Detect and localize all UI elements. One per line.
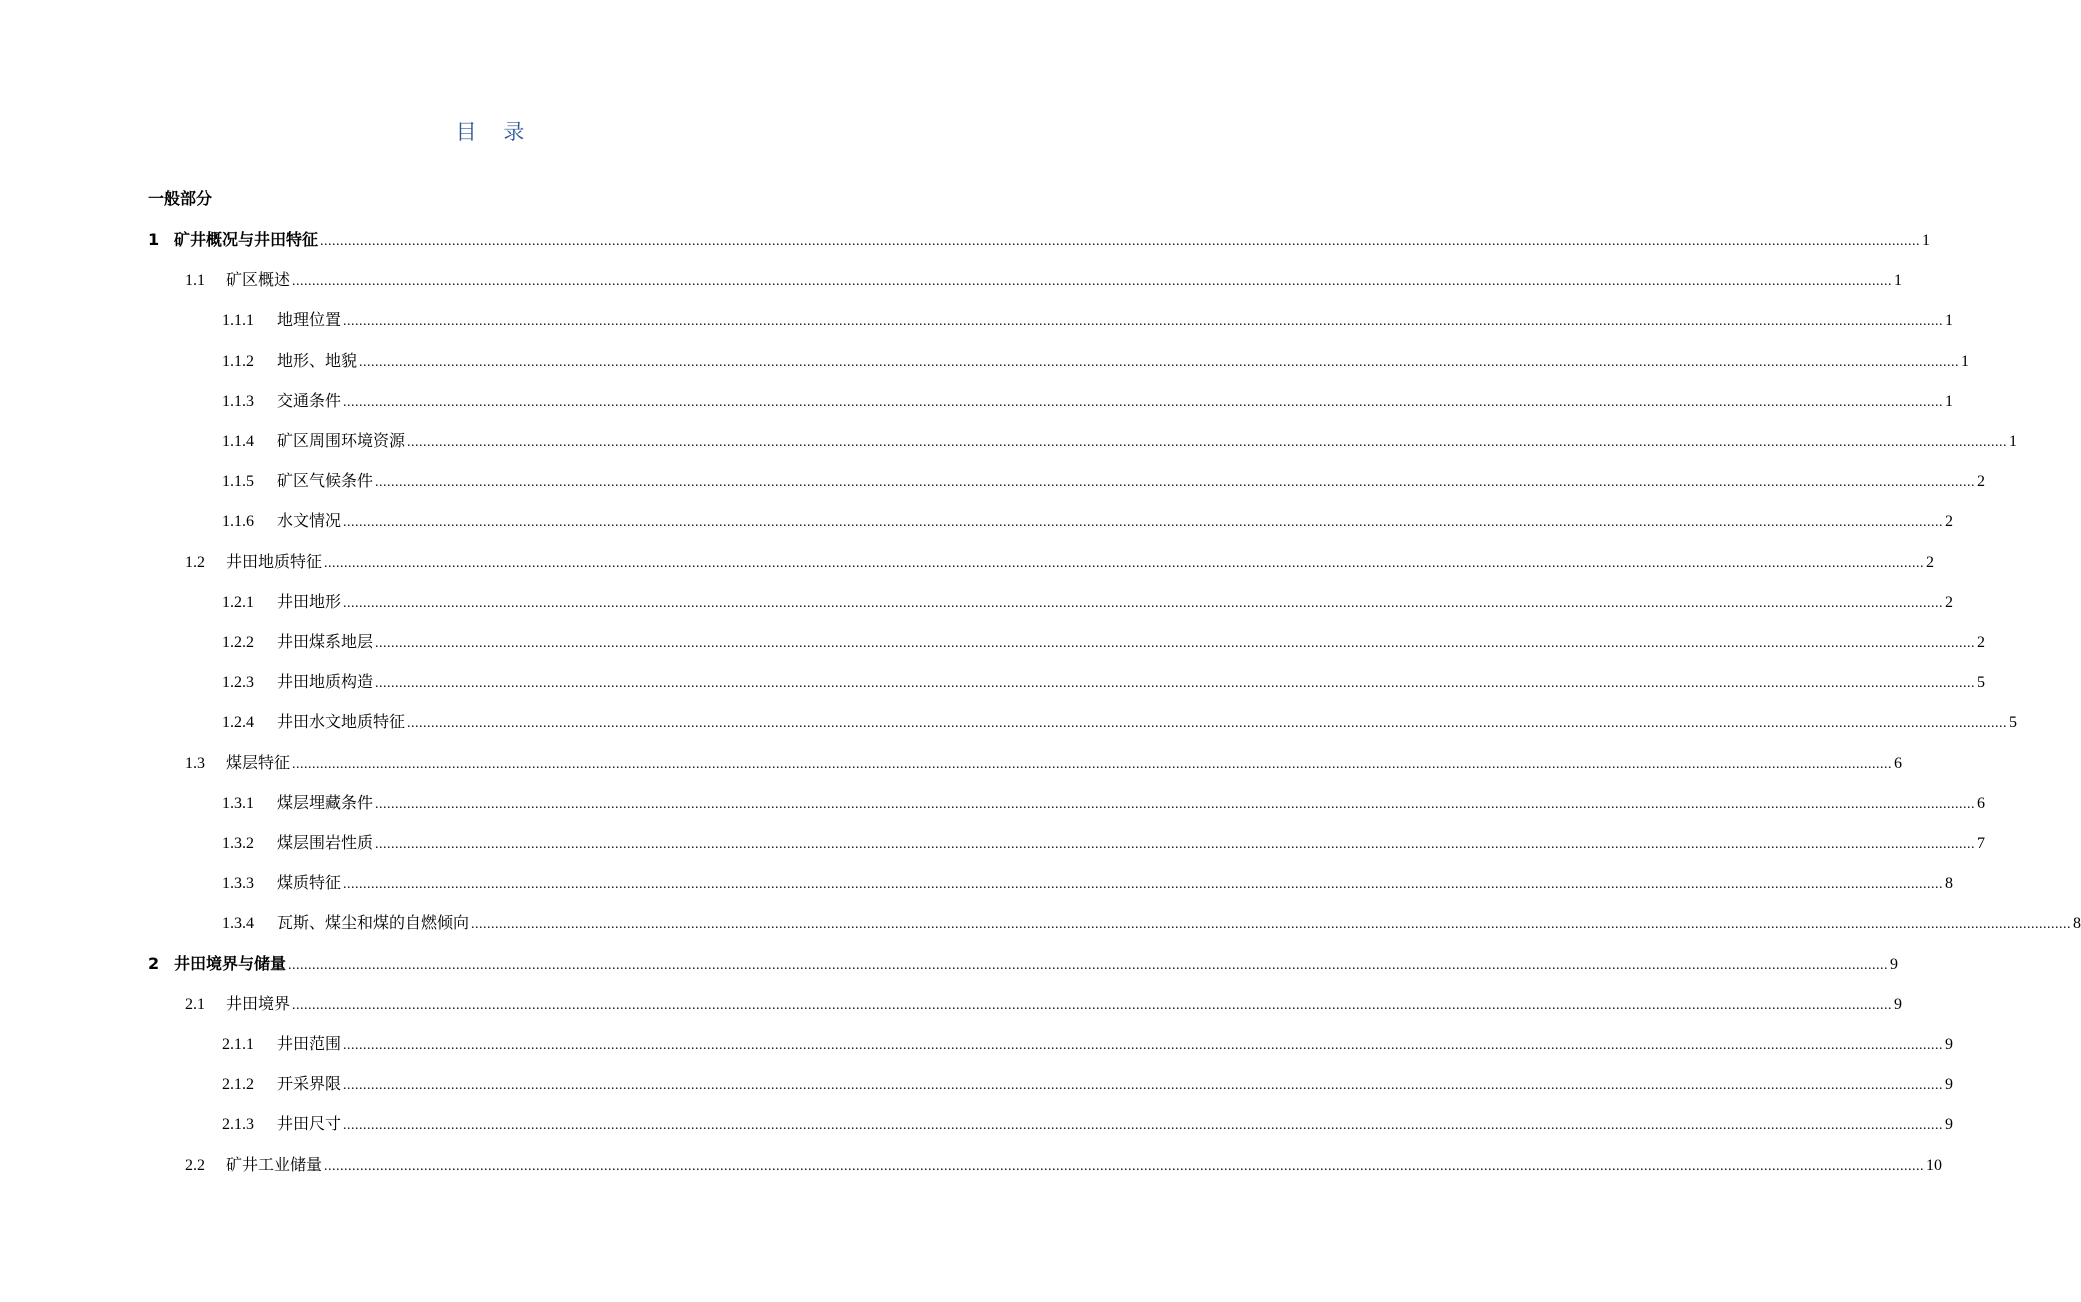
toc-entry-page-number: 1: [1961, 352, 1970, 370]
toc-entry-title: 井田地质构造: [277, 672, 374, 692]
toc-entry-page-number: 6: [1977, 794, 1986, 812]
toc-entry-number: 2.1.3: [222, 1116, 254, 1134]
toc-entry-page-number: 9: [1945, 1076, 1954, 1094]
toc-dot-leader: ................................................................................................................................................................................................................................................................................................................................................................................................................: [292, 756, 1893, 772]
toc-dot-leader: ................................................................................................................................................................................................................................................................................................................................................................................................................: [292, 997, 1893, 1013]
toc-dot-leader: ................................................................................................................................................................................................................................................................................................................................................................................................................: [375, 837, 1976, 852]
toc-dot-leader: ................................................................................................................................................................................................................................................................................................................................................................................................................: [407, 435, 2008, 450]
toc-entry[interactable]: [222, 308, 1954, 332]
toc-entry-title: 矿井工业储量: [226, 1154, 323, 1174]
toc-entry[interactable]: [222, 670, 1986, 694]
toc-entry[interactable]: [222, 871, 1954, 895]
toc-entry-page-number: 2: [1945, 513, 1954, 531]
toc-entry-page-number: 1: [1945, 312, 1954, 330]
toc-entry-page-number: 6: [1894, 754, 1903, 772]
toc-entry-title: 煤层特征: [226, 752, 291, 772]
toc-entry-title: 矿区周围环境资源: [277, 431, 406, 450]
page-title: 目 录: [455, 120, 525, 144]
toc-entry-title: 井田地质特征: [226, 551, 323, 571]
toc-dot-leader: ................................................................................................................................................................................................................................................................................................................................................................................................................: [343, 394, 1944, 410]
toc-entry-title: 煤层埋藏条件: [277, 792, 374, 812]
toc-entry[interactable]: [222, 911, 2081, 935]
toc-entry-title: 地理位置: [277, 310, 342, 330]
toc-entry-title: 矿井概况与井田特征: [174, 230, 319, 249]
toc-entry-page-number: 9: [1945, 1036, 1954, 1053]
toc-entry-page-number: 2: [1977, 634, 1986, 651]
toc-dot-leader: ................................................................................................................................................................................................................................................................................................................................................................................................................: [359, 354, 1960, 370]
toc-dot-leader: ................................................................................................................................................................................................................................................................................................................................................................................................................: [375, 676, 1976, 692]
toc-entry-title: 井田地形: [277, 591, 342, 611]
toc-entry-page-number: 9: [1890, 955, 1899, 973]
toc-entry[interactable]: [222, 389, 1954, 413]
toc-entry-number: 1.1.3: [222, 392, 254, 410]
toc-entry-page-number: 7: [1977, 835, 1986, 852]
toc-entry-page-number: 8: [1945, 875, 1954, 893]
toc-dot-leader: ................................................................................................................................................................................................................................................................................................................................................................................................................: [292, 274, 1893, 290]
toc-entry-title: 井田煤系地层: [277, 632, 374, 651]
toc-entry-title: 矿区气候条件: [277, 471, 374, 491]
toc-entry-page-number: 8: [2073, 915, 2081, 933]
toc-dot-leader: ................................................................................................................................................................................................................................................................................................................................................................................................................: [324, 1158, 1925, 1174]
section-heading: 一般部分: [148, 189, 213, 208]
toc-dot-leader: ................................................................................................................................................................................................................................................................................................................................................................................................................: [343, 1118, 1944, 1134]
toc-entry[interactable]: [185, 1153, 1943, 1177]
toc-entry-title: 井田范围: [277, 1034, 342, 1053]
toc-entry[interactable]: [185, 992, 1903, 1016]
toc-dot-leader: ................................................................................................................................................................................................................................................................................................................................................................................................................: [343, 1038, 1944, 1053]
toc-entry-title: 开采界限: [277, 1074, 342, 1094]
toc-entry[interactable]: [185, 268, 1903, 292]
toc-entry-number: 2: [148, 953, 160, 973]
toc-entry-page-number: 9: [1894, 995, 1903, 1013]
toc-entry-number: 1.1.1: [222, 312, 254, 330]
toc-entry-number: 1.2.3: [222, 674, 254, 692]
toc-entry-number: 1.1: [185, 272, 205, 290]
toc-entry[interactable]: [185, 751, 1903, 775]
toc-entry[interactable]: [185, 550, 1935, 574]
toc-dot-leader: ................................................................................................................................................................................................................................................................................................................................................................................................................: [324, 555, 1925, 571]
toc-entry-page-number: 1: [1894, 272, 1903, 290]
toc-entry-title: 井田尺寸: [277, 1114, 342, 1134]
toc-entry-page-number: 1: [1945, 392, 1954, 410]
toc-dot-leader: ................................................................................................................................................................................................................................................................................................................................................................................................................: [375, 796, 1976, 812]
toc-entry-number: 1.3.1: [222, 794, 254, 812]
toc-entry-title: 井田水文地质特征: [277, 712, 406, 732]
toc-entry-number: 1.1.2: [222, 352, 254, 370]
toc-entry-page-number: 5: [1977, 674, 1986, 692]
toc-dot-leader: ................................................................................................................................................................................................................................................................................................................................................................................................................: [288, 957, 1889, 973]
toc-entry[interactable]: [222, 1112, 1954, 1136]
toc-entry-title: 煤层围岩性质: [277, 833, 374, 852]
toc-dot-leader: ................................................................................................................................................................................................................................................................................................................................................................................................................: [375, 475, 1976, 491]
toc-entry-number: 1.2.1: [222, 593, 254, 611]
toc-entry[interactable]: [222, 509, 1954, 533]
toc-dot-leader: ................................................................................................................................................................................................................................................................................................................................................................................................................: [407, 716, 2008, 732]
toc-entry[interactable]: [222, 469, 1986, 493]
toc-entry-title: 煤质特征: [277, 873, 342, 893]
toc-entry-number: 1.2.2: [222, 634, 254, 651]
toc-entry-page-number: 2: [1945, 593, 1954, 611]
toc-entry-page-number: 2: [1926, 553, 1935, 571]
toc-dot-leader: ................................................................................................................................................................................................................................................................................................................................................................................................................: [471, 917, 2072, 933]
toc-dot-leader: ................................................................................................................................................................................................................................................................................................................................................................................................................: [320, 234, 1921, 249]
toc-entry[interactable]: [148, 228, 1931, 252]
toc-entry-page-number: 9: [1945, 1116, 1954, 1134]
toc-entry[interactable]: [222, 1072, 1954, 1096]
toc-entry-number: 1.1.5: [222, 473, 254, 491]
toc-entry-number: 1: [148, 230, 160, 249]
toc-entry-number: 1.2.4: [222, 714, 254, 732]
toc-dot-leader: ................................................................................................................................................................................................................................................................................................................................................................................................................: [343, 877, 1944, 893]
toc-entry-page-number: 1: [1922, 232, 1931, 249]
toc-entry-number: 1.3: [185, 754, 205, 772]
toc-entry[interactable]: [222, 710, 2018, 734]
toc-entry-number: 1.3.4: [222, 915, 254, 933]
toc-entry-title: 瓦斯、煤尘和煤的自燃倾向: [277, 913, 470, 933]
toc-entry-title: 地形、地貌: [277, 350, 358, 370]
toc-dot-leader: ................................................................................................................................................................................................................................................................................................................................................................................................................: [343, 515, 1944, 531]
toc-entry[interactable]: [148, 952, 1899, 976]
toc-entry-title: 井田境界: [226, 993, 291, 1013]
toc-entry-title: 交通条件: [277, 390, 342, 410]
toc-entry-number: 2.1: [185, 995, 205, 1013]
toc-entry-number: 2.1.1: [222, 1036, 254, 1053]
toc-dot-leader: ................................................................................................................................................................................................................................................................................................................................................................................................................: [343, 595, 1944, 611]
toc-entry-page-number: 2: [1977, 473, 1986, 491]
toc-entry-number: 1.1.6: [222, 513, 254, 531]
toc-entry[interactable]: [222, 590, 1954, 614]
toc-entry-title: 水文情况: [277, 511, 342, 531]
toc-entry[interactable]: [222, 349, 1970, 373]
toc-entry[interactable]: [222, 831, 1986, 855]
toc-entry-number: 1.3.3: [222, 875, 254, 893]
toc-entry-number: 1.1.4: [222, 433, 254, 450]
toc-dot-leader: ................................................................................................................................................................................................................................................................................................................................................................................................................: [343, 314, 1944, 330]
toc-entry[interactable]: [222, 791, 1986, 815]
toc-dot-leader: ................................................................................................................................................................................................................................................................................................................................................................................................................: [343, 1078, 1944, 1094]
toc-entry-number: 2.2: [185, 1156, 205, 1174]
toc-dot-leader: ................................................................................................................................................................................................................................................................................................................................................................................................................: [375, 636, 1976, 651]
toc-entry-page-number: 1: [2009, 433, 2018, 450]
toc-entry[interactable]: [222, 630, 1986, 654]
toc-entry-title: 矿区概述: [226, 270, 291, 290]
toc-entry-title: 井田境界与储量: [174, 953, 287, 973]
toc-entry-number: 1.3.2: [222, 835, 254, 852]
toc-entry-page-number: 10: [1926, 1156, 1943, 1174]
toc-entry-page-number: 5: [2009, 714, 2018, 732]
toc-entry[interactable]: [222, 1032, 1954, 1056]
toc-entry[interactable]: [222, 429, 2018, 453]
toc-entry-number: 1.2: [185, 553, 205, 571]
toc-entry-number: 2.1.2: [222, 1076, 254, 1094]
